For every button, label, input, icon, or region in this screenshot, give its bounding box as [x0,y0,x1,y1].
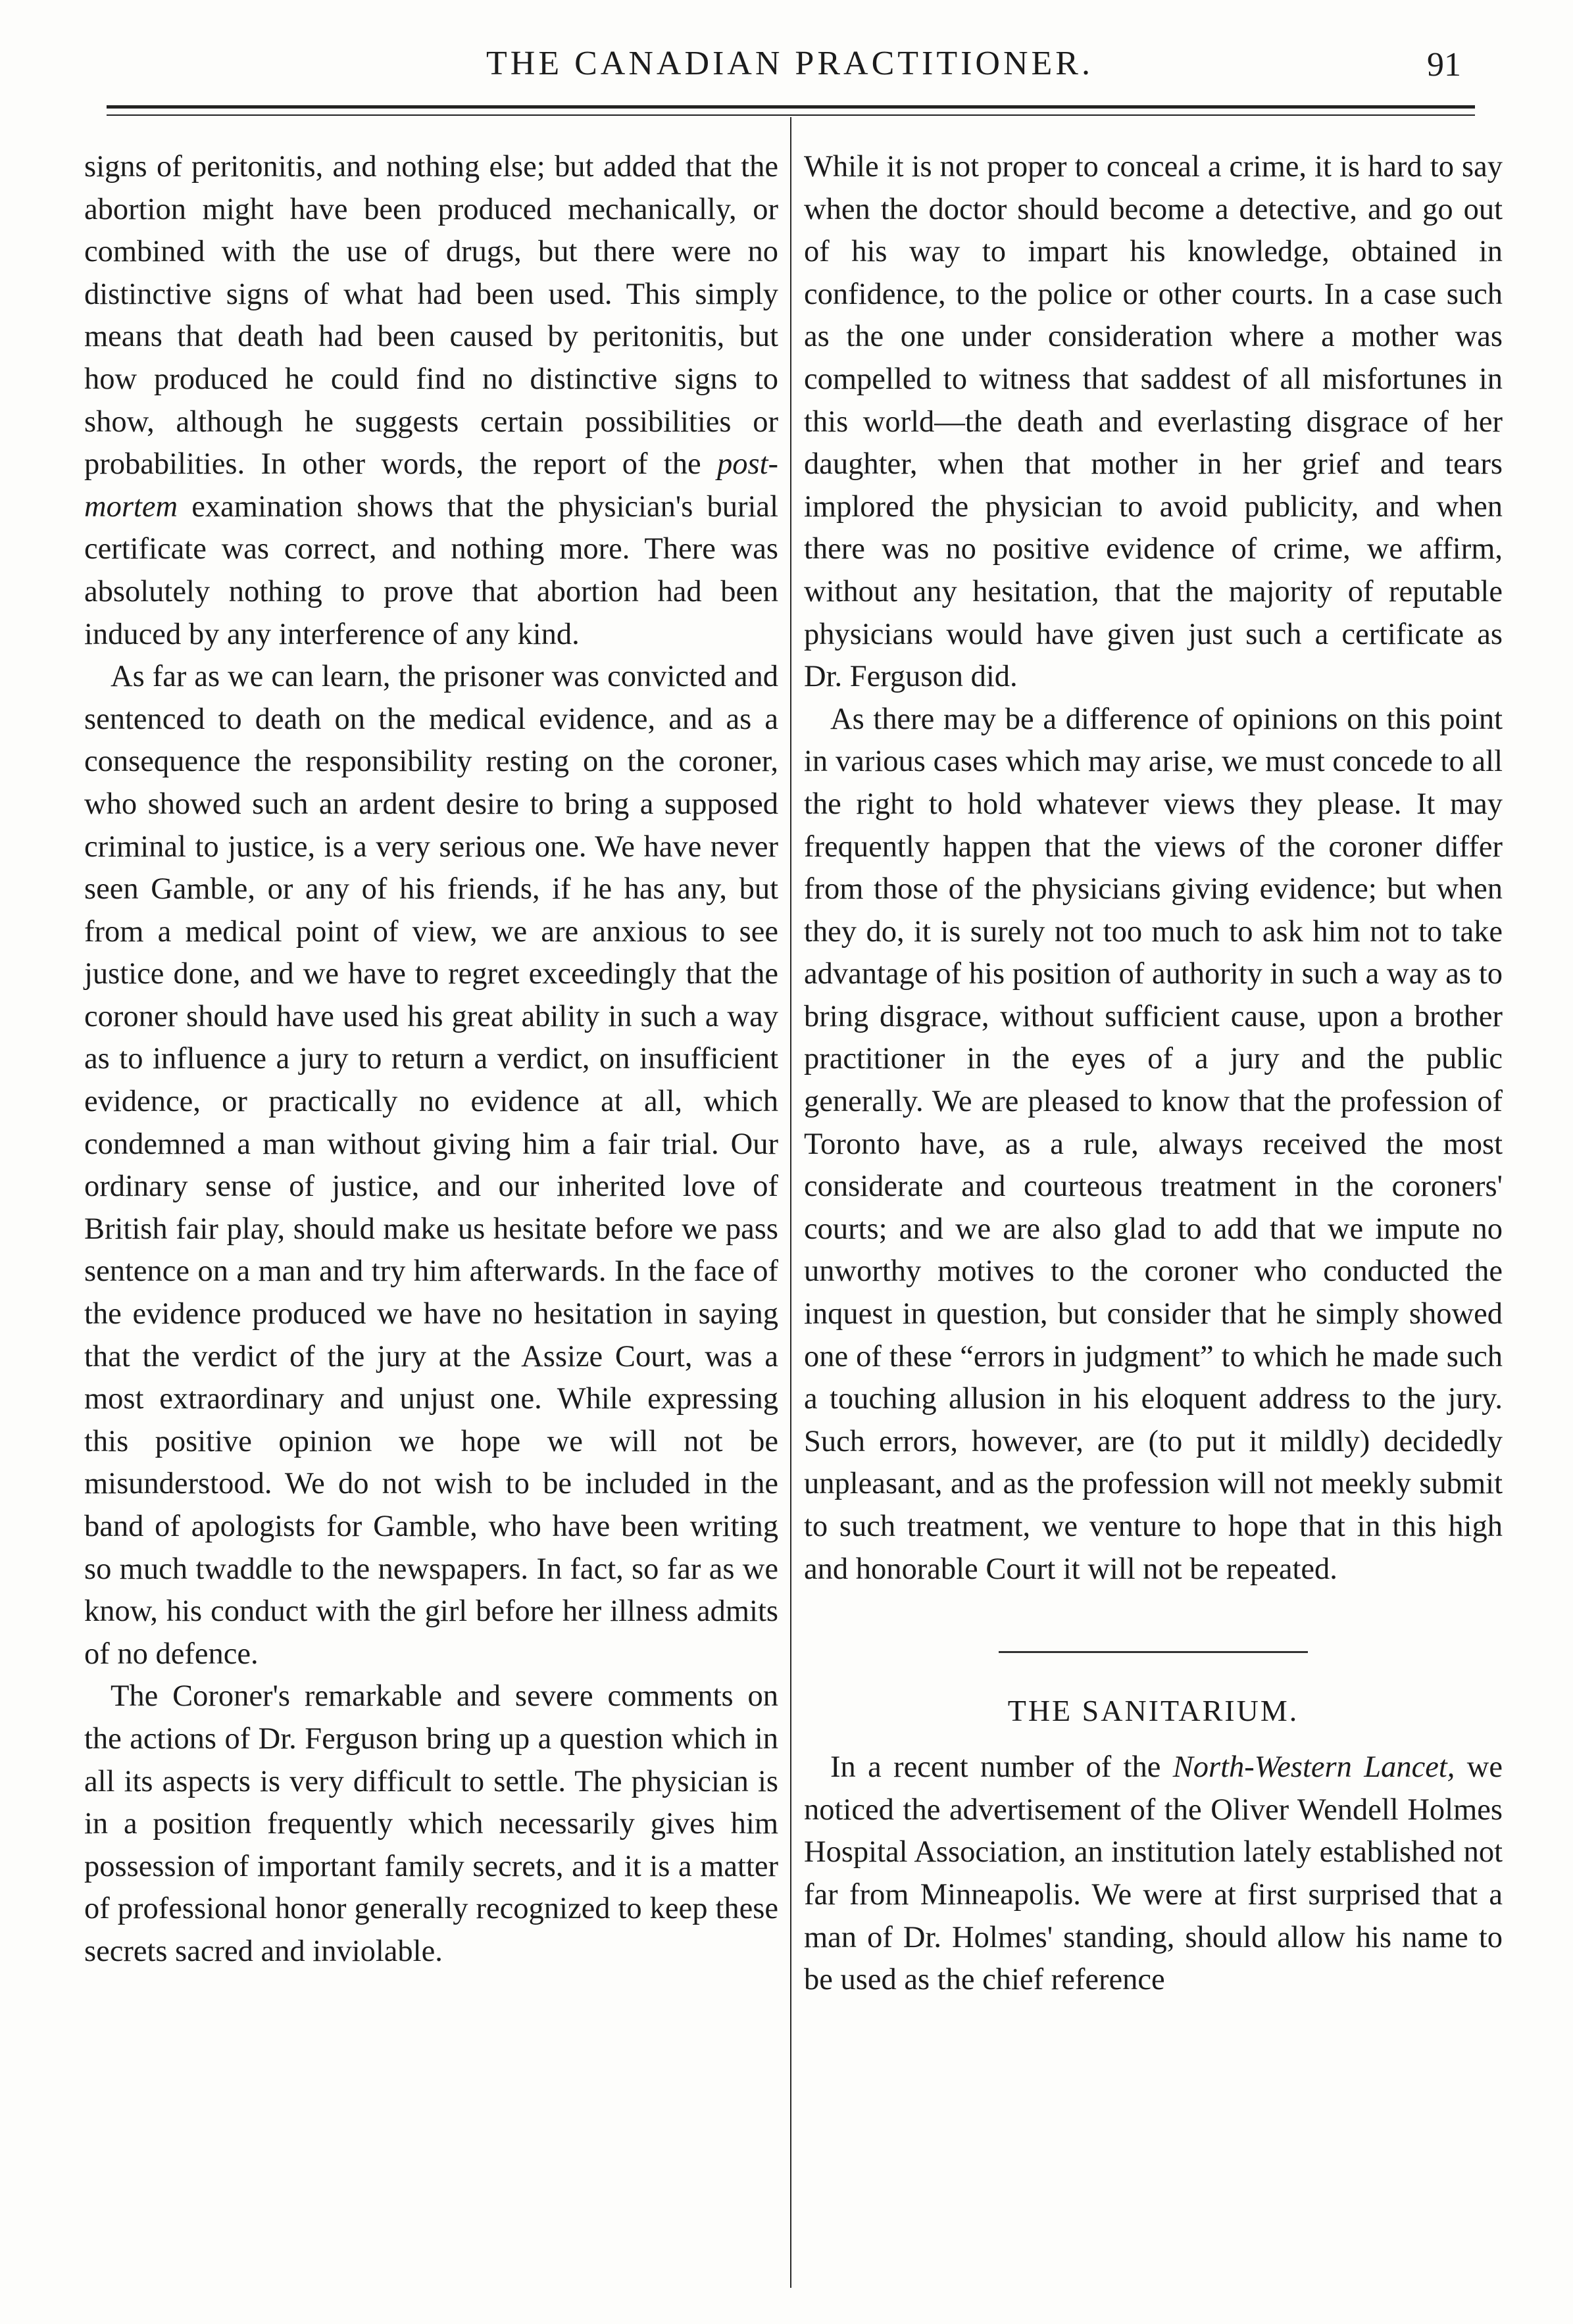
header-rule-thick [107,105,1475,109]
left-p1-italic: post-mortem [84,447,778,524]
section-rule [999,1651,1308,1653]
running-head [105,41,1474,87]
right-p3-italic: North-Western Lancet, [1172,1750,1455,1785]
page-number: 91 [1427,46,1461,84]
right-p3-start: In a recent number of the [830,1750,1161,1785]
left-paragraph-2: As far as we can learn, the prisoner was convicted and sentenced to death on the medical evidence, and as a consequence the responsibility resting on the coroner, who showed such an ardent desire to bring a supposed criminal to justice, is a very serious one. We have never seen Gamble, or any of his friends, if he has any, but from a medical point of view, we are anxious to see justice done, and we have to regret exceedingly that the coroner should have used his great ability in such a way as to influence a jury to return a verdict, on insufficient evidence, or practically no evidence at all, which condemned a man without giving him a fair trial. Our ordinary sense of justice, and our inherited love of British fair play, should make us hesitate before we pass sentence on a man and try him afterwards. In the face of the evidence produced we have no hesitation in saying that the verdict of the jury at the Assize Court, was a most extraordinary and unjust one. While expressing this positive opinion we hope we will not be misunderstood. We do not wish to be included in the band of apologists for Gamble, who have been writing so much twaddle to the newspapers. In fact, so far as we know, his conduct with the girl before her illness admits of no defence. [84,660,778,1671]
left-p1-text: signs of peritonitis, and nothing else; but added that the abortion might have been produced mechanically, or combined with the use of drugs, but there were no distinctive signs of what had been used. This simply means that death had been caused by peritonitis, but how produced he could find no distinctive signs to show, although he suggests certain possibilities or probabilities. In other words, the report of the [84,150,778,482]
left-p1-end: examination shows that the physician's burial certificate was correct, and nothing more. There was absolutely nothing to prove that abortion had been induced by any interference of any kind. [84,489,778,651]
right-column [804,146,1503,2002]
right-paragraph-2: As there may be a difference of opinions on this point in various cases which may arise, we must concede to all the right to hold whatever views they please. It may frequently happen that the views of the coroner differ from those of the physicians giving evidence; but when they do, it is surely not too much to ask him not to take advantage of his position of authority in such a way as to bring disgrace, without sufficient cause, upon a brother practitioner in the eyes of a jury and the public generally. We are pleased to know that the profession of Toronto have, as a rule, always received the most considerate and courteous treatment in the coroners' courts; and we are also glad to add that we impute no unworthy motives to the coroner who conducted the inquest in question, but consider that he simply showed one of these “errors in judgment” to which he made such a touching allusion in his eloquent address to the jury. Such errors, however, are (to put it mildly) decidedly unpleasant, and as the profession will not meekly submit to such treatment, we venture to hope that in this high and honorable Court it will not be repeated. [804,702,1503,1586]
left-column [84,146,778,1973]
left-paragraph-1 [84,146,778,656]
right-paragraph-1: While it is not proper to conceal a crime, it is hard to say when the doctor should become a detective, and go out of his way to impart his knowledge, obtained in confidence, to the police or other courts. In a case such as the one under consideration where a mother was compelled to witness that saddest of all misfortunes in this world—the death and everlasting disgrace of her daughter, when that mother in her grief and tears implored the physician to avoid publicity, and when there was no positive evidence of crime, we affirm, without any hesitation, that the majority of reputable physicians would have given just such a certificate as Dr. Ferguson did. [804,150,1503,694]
right-p3-end: we noticed the advertisement of the Oliver Wendell Holmes Hospital Association, an institution lately established not far from Minneapolis. We were at first surprised that a man of Dr. Holmes' standing, should allow his name to be used as the chief reference [804,1750,1503,1997]
journal-title: THE CANADIAN PRACTITIONER. [486,45,1093,82]
left-paragraph-3: The Coroner's remarkable and severe comments on the actions of Dr. Ferguson bring up a question which in all its aspects is very difficult to settle. The physician is in a position frequently which necessarily gives him possession of important family secrets, and it is a matter of professional honor generally recognized to keep these secrets sacred and inviolable. [84,1679,778,1968]
section-heading: THE SANITARIUM. [1007,1694,1299,1728]
right-paragraph-3 [804,1746,1503,2002]
column-divider [790,117,791,2288]
header-rule-thin [107,114,1475,116]
